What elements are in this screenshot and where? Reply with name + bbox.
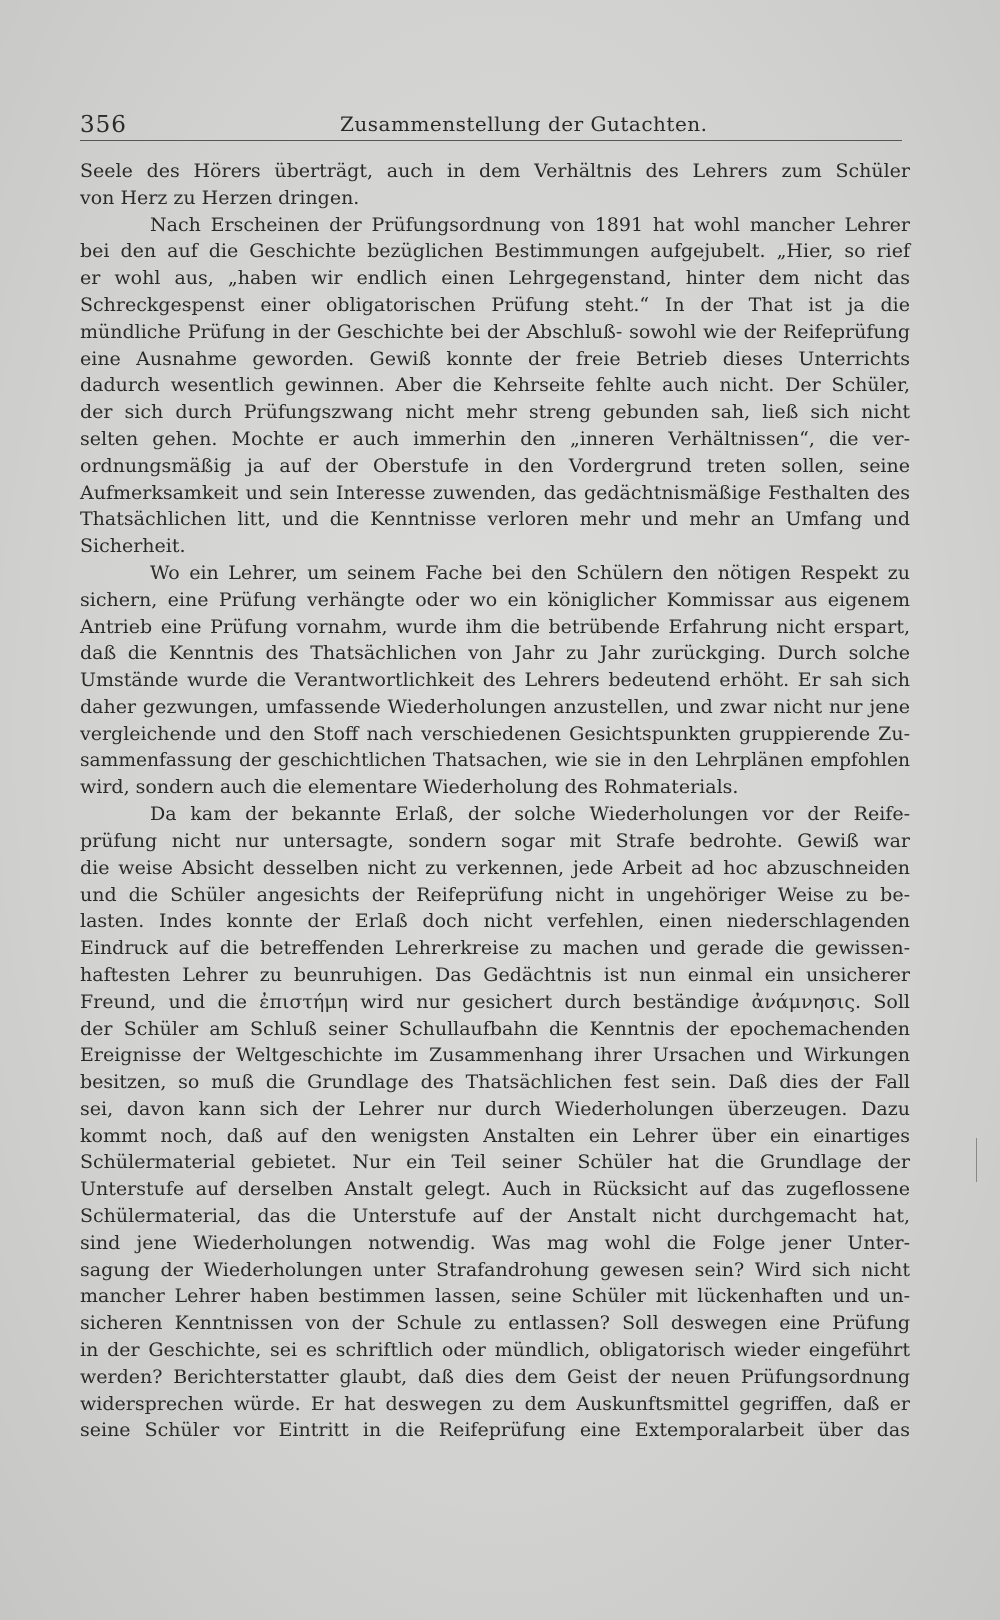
text-line: die weise Absicht desselben nicht zu verkennen, jede Arbeit ad hoc abzuschneiden: [80, 856, 910, 879]
text-line: von Herz zu Herzen dringen.: [80, 186, 360, 209]
text-line: selten gehen. Mochte er auch immerhin den „inneren Verhältnissen“, die ver-: [80, 427, 910, 450]
text-line: widersprechen würde. Er hat deswegen zu dem Auskunftsmittel gegriffen, daß er: [80, 1392, 910, 1415]
text-line: Unterstufe auf derselben Anstalt gelegt. Auch in Rücksicht auf das zugeflossene: [80, 1178, 910, 1201]
text-line: Sicherheit.: [80, 535, 186, 558]
text-line: Da kam der bekannte Erlaß, der solche Wiederholungen vor der Reife-: [150, 803, 910, 826]
text-line: vergleichende und den Stoff nach verschiedenen Gesichtspunkten gruppierende Zu-: [80, 722, 910, 745]
text-line: Umstände wurde die Verantwortlichkeit des Lehrers bedeutend erhöht. Er sah sich: [80, 669, 910, 692]
text-line: er wohl aus, „haben wir endlich einen Lehrgegenstand, hinter dem nicht das: [80, 267, 910, 290]
text-line: sind jene Wiederholungen notwendig. Was mag wohl die Folge jener Unter-: [80, 1231, 910, 1254]
text-line: Thatsächlichen litt, und die Kenntnisse verloren mehr und mehr an Umfang und: [80, 508, 910, 531]
text-line: sagung der Wiederholungen unter Strafandrohung gewesen sein? Wird sich nicht: [80, 1258, 910, 1281]
text-line: mancher Lehrer haben bestimmen lassen, seine Schüler mit lückenhaften und un-: [80, 1285, 910, 1308]
text-line: haftesten Lehrer zu beunruhigen. Das Gedächtnis ist nun einmal ein unsicherer: [80, 963, 910, 986]
margin-mark: [976, 1138, 977, 1182]
text-line: Ereignisse der Weltgeschichte im Zusammenhang ihrer Ursachen und Wirkungen: [80, 1044, 910, 1067]
text-line: Seele des Hörers überträgt, auch in dem Verhältnis des Lehrers zum Schüler: [80, 160, 910, 182]
text-line: ordnungsmäßig ja auf der Oberstufe in den Vordergrund treten sollen, seine: [80, 454, 910, 477]
text-line: Antrieb eine Prüfung vornahm, wurde ihm die betrübende Erfahrung nicht erspart,: [80, 615, 910, 638]
text-line: prüfung nicht nur untersagte, sondern sogar mit Strafe bedrohte. Gewiß war: [80, 829, 910, 852]
text-line: daß die Kenntnis des Thatsächlichen von Jahr zu Jahr zurückging. Durch solche: [80, 642, 910, 665]
text-line: sei, davon kann sich der Lehrer nur durch Wiederholungen überzeugen. Dazu: [80, 1097, 910, 1120]
page-number: 356: [80, 112, 127, 138]
text-line: werden? Berichterstatter glaubt, daß dies dem Geist der neuen Prüfungsordnung: [80, 1365, 910, 1388]
text-line: und die Schüler angesichts der Reifeprüfung nicht in ungehöriger Weise zu be-: [80, 883, 910, 906]
text-line: bei den auf die Geschichte bezüglichen Bestimmungen aufgejubelt. „Hier, so rief: [80, 240, 910, 263]
page-header: [80, 104, 900, 144]
text-line: lasten. Indes konnte der Erlaß doch nicht verfehlen, einen niederschlagenden: [80, 910, 910, 933]
text-line: Schülermaterial gebietet. Nur ein Teil seiner Schüler hat die Grundlage der: [80, 1151, 910, 1174]
text-line: Eindruck auf die betreffenden Lehrerkreise zu machen und gerade die gewissen-: [80, 937, 910, 960]
text-line: wird, sondern auch die elementare Wiederholung des Rohmaterials.: [80, 776, 739, 799]
text-line: Aufmerksamkeit und sein Interesse zuwenden, das gedächtnismäßige Festhalten des: [80, 481, 910, 504]
text-line: Freund, und die ἐπιστήμη wird nur gesichert durch beständige ἀνάμνησις. Soll: [80, 990, 910, 1013]
text-line: Nach Erscheinen der Prüfungsordnung von 1891 hat wohl mancher Lehrer: [150, 213, 910, 236]
text-line: der sich durch Prüfungszwang nicht mehr streng gebunden sah, ließ sich nicht: [80, 401, 910, 424]
text-line: seine Schüler vor Eintritt in die Reifeprüfung eine Extemporalarbeit über das: [80, 1419, 910, 1442]
running-head: Zusammenstellung der Gutachten.: [340, 112, 708, 136]
text-line: in der Geschichte, sei es schriftlich oder mündlich, obligatorisch wieder eingeführt: [80, 1339, 910, 1362]
text-line: Wo ein Lehrer, um seinem Fache bei den Schülern den nötigen Respekt zu: [150, 561, 910, 584]
text-line: sammenfassung der geschichtlichen Thatsachen, wie sie in den Lehrplänen empfohlen: [80, 749, 910, 771]
text-line: sichern, eine Prüfung verhängte oder wo ein königlicher Kommissar aus eigenem: [80, 588, 910, 611]
text-line: kommt noch, daß auf den wenigsten Anstalten ein Lehrer über ein einartiges: [80, 1124, 910, 1147]
text-line: daher gezwungen, umfassende Wiederholungen anzustellen, und zwar nicht nur jene: [80, 695, 910, 718]
text-line: dadurch wesentlich gewinnen. Aber die Kehrseite fehlte auch nicht. Der Schüler,: [80, 374, 910, 397]
text-line: sicheren Kenntnissen von der Schule zu entlassen? Soll deswegen eine Prüfung: [80, 1312, 910, 1335]
text-line: Schülermaterial, das die Unterstufe auf der Anstalt nicht durchgemacht hat,: [80, 1205, 910, 1228]
header-rule: [80, 140, 902, 141]
text-line: besitzen, so muß die Grundlage des Thatsächlichen fest sein. Daß dies der Fall: [80, 1071, 910, 1094]
body-text: [80, 158, 910, 1444]
text-line: mündliche Prüfung in der Geschichte bei der Abschluß- sowohl wie der Reifeprüfung: [80, 320, 910, 343]
text-line: eine Ausnahme geworden. Gewiß konnte der freie Betrieb dieses Unterrichts: [80, 347, 910, 370]
text-line: Schreckgespenst einer obligatorischen Prüfung steht.“ In der That ist ja die: [80, 293, 910, 316]
text-line: der Schüler am Schluß seiner Schullaufbahn die Kenntnis der epochemachenden: [80, 1017, 910, 1040]
